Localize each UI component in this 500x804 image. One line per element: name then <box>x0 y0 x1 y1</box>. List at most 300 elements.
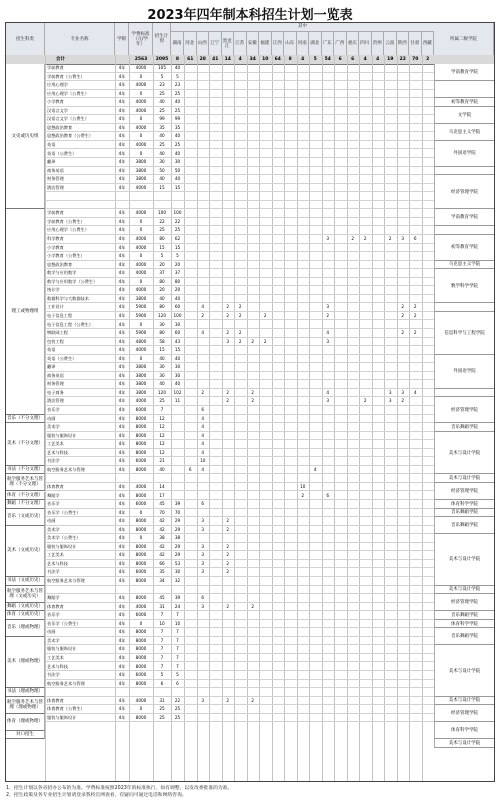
province-cell <box>409 628 422 637</box>
college-label: 美术与设计学院 <box>434 534 494 585</box>
province-cell <box>359 637 372 646</box>
province-cell <box>209 389 222 398</box>
province-cell <box>347 81 360 90</box>
province-cell <box>184 261 197 270</box>
province-cell <box>372 167 385 176</box>
province-cell <box>347 688 360 697</box>
province-cell <box>222 201 235 210</box>
province-cell <box>372 714 385 723</box>
major-name: 体育教育 <box>47 697 64 703</box>
tuition-cell: 0 <box>139 535 143 541</box>
province-cell <box>384 175 397 184</box>
province-cell <box>247 150 260 159</box>
province-cell <box>234 218 247 227</box>
province-cell <box>359 688 372 697</box>
province-cell <box>209 269 222 278</box>
province-cell <box>272 81 285 90</box>
province-cell <box>247 671 260 680</box>
province-cell <box>247 466 260 475</box>
province-cell <box>297 244 310 253</box>
province-cell <box>409 98 422 107</box>
province-cell <box>197 150 210 159</box>
table-row <box>6 346 494 355</box>
tuition-cell: 4000 <box>135 270 147 276</box>
province-cell <box>322 432 335 441</box>
province-cell <box>359 654 372 663</box>
province-cell <box>372 64 385 73</box>
table-row <box>6 115 494 124</box>
major-name: 艺术与科技 <box>47 560 68 566</box>
province-cell <box>347 654 360 663</box>
plan-cell: 70 <box>159 509 165 515</box>
province-cell: 6 <box>201 501 205 507</box>
province-cell <box>409 483 422 492</box>
hunan-cell <box>171 466 184 475</box>
province-cell <box>197 577 210 586</box>
province-cell <box>397 586 410 595</box>
province-cell <box>184 73 197 82</box>
table-row <box>6 363 494 372</box>
total-province-value: 4 <box>238 57 242 62</box>
province-cell <box>272 534 285 543</box>
province-cell <box>209 423 222 432</box>
province-cell <box>234 440 247 449</box>
province-cell <box>184 714 197 723</box>
header-province: 河北 <box>184 32 197 55</box>
province-cell <box>272 457 285 466</box>
province-cell <box>347 167 360 176</box>
province-cell <box>297 577 310 586</box>
college-label: 体育科学学院 <box>434 620 494 629</box>
province-cell <box>309 415 322 424</box>
province-cell <box>272 432 285 441</box>
years-cell: 4年 <box>118 295 126 301</box>
province-cell <box>384 568 397 577</box>
province-cell <box>284 457 297 466</box>
province-cell <box>409 577 422 586</box>
province-cell <box>372 551 385 560</box>
province-cell <box>209 680 222 689</box>
province-cell <box>384 295 397 304</box>
major-name: 应用心理学（公费生） <box>47 227 89 233</box>
province-cell <box>284 500 297 509</box>
years-cell: 4年 <box>118 415 126 421</box>
major-name: 动画 <box>47 415 56 421</box>
province-cell <box>234 150 247 159</box>
province-cell <box>272 680 285 689</box>
header-tuition: 学费标准（元/学年） <box>129 23 153 55</box>
plan-cell: 22 <box>159 218 165 224</box>
plan-cell: 7 <box>160 654 164 660</box>
province-cell <box>197 132 210 141</box>
major-name: 英语（公费生） <box>47 355 77 361</box>
province-cell <box>234 158 247 167</box>
category-label: 音乐（不分文理） <box>6 415 45 424</box>
province-cell <box>334 261 347 270</box>
plan-cell: 42 <box>159 518 165 524</box>
province-cell <box>309 329 322 338</box>
province-cell <box>247 714 260 723</box>
category-label: 书法（不分文理） <box>6 466 45 475</box>
province-cell <box>409 680 422 689</box>
province-cell <box>247 235 260 244</box>
province-cell <box>234 492 247 501</box>
province-cell <box>272 526 285 535</box>
header-province: 山西 <box>197 32 210 55</box>
province-cell <box>422 415 435 424</box>
province-cell <box>422 543 435 552</box>
province-cell <box>247 132 260 141</box>
province-cell <box>359 226 372 235</box>
province-cell <box>384 380 397 389</box>
province-cell <box>184 560 197 569</box>
years-cell <box>115 586 129 595</box>
province-cell <box>347 594 360 603</box>
province-cell <box>372 543 385 552</box>
province-cell <box>384 543 397 552</box>
province-cell <box>284 628 297 637</box>
table-row <box>6 586 494 595</box>
province-cell <box>409 64 422 73</box>
province-cell <box>272 252 285 261</box>
province-cell <box>309 603 322 612</box>
province-cell <box>284 603 297 612</box>
province-cell: 4 <box>201 466 205 472</box>
province-cell <box>397 492 410 501</box>
province-cell <box>359 115 372 124</box>
hunan-cell: 30 <box>174 159 181 165</box>
province-cell <box>397 577 410 586</box>
province-cell <box>247 492 260 501</box>
major-name: 工业设计 <box>47 304 64 310</box>
province-cell <box>397 132 410 141</box>
province-cell <box>209 637 222 646</box>
hunan-cell: 25 <box>174 107 181 113</box>
province-cell <box>322 124 335 133</box>
province-cell <box>347 295 360 304</box>
province-cell <box>247 226 260 235</box>
province-cell <box>309 526 322 535</box>
province-cell <box>422 628 435 637</box>
province-cell <box>409 252 422 261</box>
province-cell <box>359 278 372 287</box>
province-cell <box>322 192 335 201</box>
hunan-cell: 35 <box>174 124 181 130</box>
province-cell <box>372 697 385 706</box>
province-cell <box>297 603 310 612</box>
province-cell <box>222 663 235 672</box>
province-cell <box>322 620 335 629</box>
province-cell <box>197 355 210 364</box>
table-row <box>6 440 494 449</box>
province-cell <box>272 603 285 612</box>
province-cell <box>184 124 197 133</box>
years-cell <box>115 192 129 201</box>
province-cell <box>272 209 285 218</box>
province-cell <box>234 167 247 176</box>
college-label: 文学院 <box>434 107 494 124</box>
province-cell <box>209 346 222 355</box>
plan-cell: 12 <box>159 432 165 438</box>
province-cell <box>259 637 272 646</box>
province-cell <box>234 526 247 535</box>
province-cell <box>322 680 335 689</box>
province-cell <box>184 406 197 415</box>
province-cell <box>409 90 422 99</box>
province-cell <box>384 321 397 330</box>
province-cell <box>347 192 360 201</box>
province-cell <box>209 278 222 287</box>
province-cell <box>259 150 272 159</box>
province-cell <box>322 637 335 646</box>
province-cell <box>297 218 310 227</box>
province-cell <box>197 184 210 193</box>
province-cell <box>372 526 385 535</box>
province-cell <box>409 705 422 714</box>
header-province: 辽宁 <box>209 32 222 55</box>
province-cell <box>347 560 360 569</box>
table-row <box>6 397 494 406</box>
province-cell <box>259 492 272 501</box>
province-cell <box>259 346 272 355</box>
province-cell <box>247 158 260 167</box>
province-cell: 2 <box>201 389 205 395</box>
province-cell <box>184 483 197 492</box>
province-cell <box>272 705 285 714</box>
province-cell <box>309 654 322 663</box>
province-cell <box>397 346 410 355</box>
province-cell <box>334 98 347 107</box>
province-cell <box>259 321 272 330</box>
major-name: 工艺美术 <box>47 441 64 447</box>
province-cell <box>259 90 272 99</box>
tuition-cell: 4000 <box>135 99 147 105</box>
province-cell <box>422 269 435 278</box>
province-cell <box>234 132 247 141</box>
major-name: 服装与服饰设计 <box>47 543 77 549</box>
province-cell <box>372 321 385 330</box>
province-cell <box>197 295 210 304</box>
province-cell <box>209 449 222 458</box>
province-cell <box>247 415 260 424</box>
major-name: 数据科学与大数据技术 <box>47 295 89 301</box>
province-cell <box>422 201 435 210</box>
province-cell <box>397 449 410 458</box>
province-cell <box>322 218 335 227</box>
province-cell <box>359 269 372 278</box>
hunan-cell: 7 <box>176 612 179 618</box>
province-cell <box>259 132 272 141</box>
hunan-cell: 60 <box>174 304 181 310</box>
province-cell: 4 <box>201 304 205 310</box>
province-cell <box>184 278 197 287</box>
province-cell <box>297 500 310 509</box>
major-name: 体育教育 <box>47 603 64 609</box>
plan-cell: 30 <box>159 372 165 378</box>
province-cell <box>309 321 322 330</box>
province-cell <box>422 705 435 714</box>
province-cell <box>359 611 372 620</box>
province-cell <box>372 509 385 518</box>
province-cell <box>322 423 335 432</box>
province-cell <box>297 611 310 620</box>
province-cell <box>347 483 360 492</box>
province-cell <box>272 303 285 312</box>
province-cell <box>184 474 197 483</box>
tuition-cell: 3800 <box>135 364 147 370</box>
province-cell <box>372 81 385 90</box>
plan-cell: 120 <box>158 312 166 318</box>
province-cell <box>359 449 372 458</box>
province-cell <box>334 517 347 526</box>
province-cell <box>372 500 385 509</box>
province-cell <box>259 663 272 672</box>
plan-cell: 25 <box>159 141 165 147</box>
province-cell <box>209 252 222 261</box>
province-cell <box>359 620 372 629</box>
province-cell <box>209 483 222 492</box>
province-cell <box>247 543 260 552</box>
province-cell <box>322 252 335 261</box>
province-cell <box>234 577 247 586</box>
province-cell <box>284 440 297 449</box>
province-cell <box>284 688 297 697</box>
college-label: 音乐舞蹈学院 <box>434 611 494 620</box>
province-cell <box>272 192 285 201</box>
hunan-cell: 100 <box>173 312 182 318</box>
tuition-cell: 0 <box>139 116 143 122</box>
province-cell <box>247 107 260 116</box>
table-row <box>6 90 494 99</box>
header-province: 四川 <box>359 32 372 55</box>
table-row <box>6 81 494 90</box>
province-cell <box>184 568 197 577</box>
province-cell <box>247 509 260 518</box>
plan-cell: 7 <box>160 407 164 412</box>
province-cell <box>359 423 372 432</box>
table-row <box>6 500 494 509</box>
major-name: 英语 <box>47 141 56 147</box>
province-cell <box>309 457 322 466</box>
province-cell <box>422 115 435 124</box>
province-cell <box>284 586 297 595</box>
province-cell <box>372 286 385 295</box>
major-name: 美术学 <box>47 526 60 532</box>
province-cell <box>284 115 297 124</box>
total-plan: 2095 <box>155 57 169 62</box>
province-cell <box>384 158 397 167</box>
province-cell <box>272 466 285 475</box>
province-cell: 3 <box>201 526 205 532</box>
province-cell <box>234 397 247 406</box>
tuition-cell: 6000 <box>135 501 147 507</box>
province-cell <box>309 184 322 193</box>
province-cell <box>409 663 422 672</box>
province-cell <box>259 389 272 398</box>
province-cell <box>347 397 360 406</box>
years-cell: 4年 <box>118 663 126 669</box>
province-cell <box>309 500 322 509</box>
province-cell <box>422 158 435 167</box>
plan-cell: 7 <box>160 663 164 669</box>
header-province: 安徽 <box>247 32 260 55</box>
province-cell <box>309 81 322 90</box>
plan-cell: 30 <box>159 321 165 327</box>
province-cell <box>422 671 435 680</box>
province-cell <box>297 543 310 552</box>
province-cell <box>247 534 260 543</box>
province-cell: 4 <box>201 330 205 336</box>
major-name: 包装工程 <box>47 338 64 344</box>
province-cell <box>184 500 197 509</box>
province-cell <box>334 577 347 586</box>
province-cell <box>322 551 335 560</box>
province-cell <box>184 611 197 620</box>
province-cell <box>322 321 335 330</box>
province-cell <box>259 303 272 312</box>
table-row <box>6 158 494 167</box>
province-cell <box>409 167 422 176</box>
province-cell <box>309 158 322 167</box>
province-cell <box>422 355 435 364</box>
province-cell <box>359 209 372 218</box>
province-cell <box>272 645 285 654</box>
province-cell <box>284 303 297 312</box>
province-cell <box>372 107 385 116</box>
province-cell <box>222 415 235 424</box>
table-row <box>6 150 494 159</box>
hunan-cell: 25 <box>174 90 181 96</box>
province-cell <box>297 167 310 176</box>
province-cell <box>247 663 260 672</box>
province-cell: 10 <box>300 483 306 489</box>
years-cell: 4年 <box>118 65 126 70</box>
table-row <box>6 312 494 321</box>
tuition-cell: 0 <box>139 509 143 515</box>
province-cell <box>184 372 197 381</box>
plan-cell: 37 <box>159 270 165 276</box>
province-cell: 2 <box>263 312 267 318</box>
province-cell <box>234 278 247 287</box>
province-cell <box>209 406 222 415</box>
province-cell <box>422 663 435 672</box>
years-cell: 4年 <box>118 612 126 618</box>
province-cell <box>297 261 310 270</box>
plan-cell: 38 <box>159 535 165 541</box>
province-cell <box>284 158 297 167</box>
province-cell <box>384 201 397 210</box>
province-cell <box>359 697 372 706</box>
years-cell: 4年 <box>118 347 126 353</box>
hunan-cell <box>171 415 184 424</box>
years-cell: 4年 <box>118 543 126 549</box>
province-cell <box>197 372 210 381</box>
province-cell <box>422 680 435 689</box>
province-cell <box>422 107 435 116</box>
plan-cell: 17 <box>159 492 165 498</box>
province-cell <box>409 645 422 654</box>
plan-cell: 40 <box>159 176 165 182</box>
province-cell: 3 <box>326 236 330 241</box>
province-cell <box>334 64 347 73</box>
plan-cell: 5 <box>160 73 164 79</box>
province-cell <box>234 115 247 124</box>
table-row <box>6 321 494 330</box>
plan-cell: 31 <box>159 603 165 609</box>
province-cell <box>222 611 235 620</box>
province-cell <box>197 269 210 278</box>
province-cell <box>259 175 272 184</box>
